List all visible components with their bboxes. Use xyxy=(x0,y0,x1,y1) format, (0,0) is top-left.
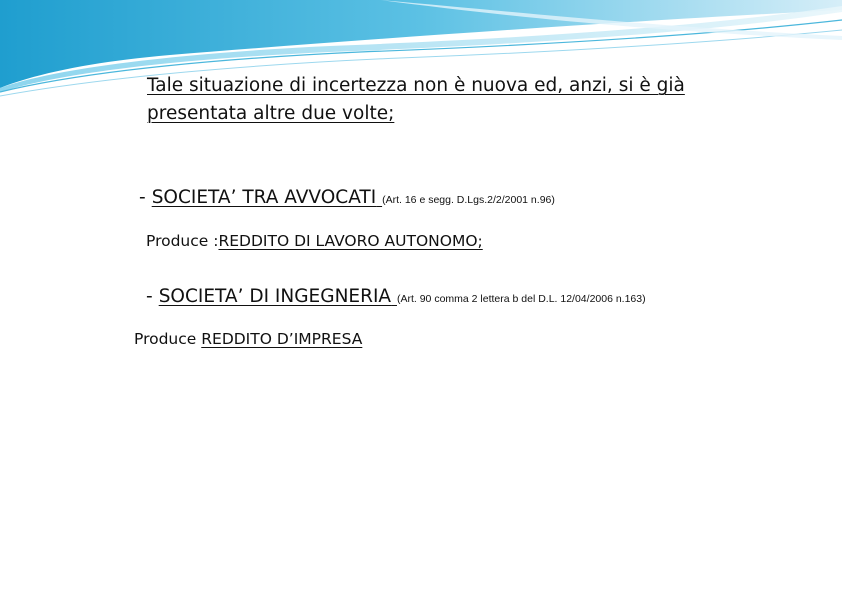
item2-reference: (Art. 90 comma 2 lettera b del D.L. 12/04/2006 n.163) xyxy=(396,293,646,305)
item2-result-prefix: Produce xyxy=(134,330,197,348)
item1-dash: - xyxy=(139,187,146,208)
item-societa-ingegneria xyxy=(146,286,646,307)
item-societa-avvocati xyxy=(139,187,555,208)
intro-line-a: Tale situazione di incertezza non è nuova ed, anzi, si è già xyxy=(147,75,685,96)
item2-dash: - xyxy=(146,286,153,307)
intro-line-b: presentata altre due volte; xyxy=(147,103,395,124)
intro-paragraph xyxy=(147,72,727,128)
item1-result-value: REDDITO DI LAVORO AUTONOMO; xyxy=(218,232,483,250)
item1-title: SOCIETA’ TRA AVVOCATI xyxy=(151,187,377,208)
item1-result xyxy=(146,232,483,250)
item2-title: SOCIETA’ DI INGEGNERIA xyxy=(158,286,392,307)
item1-reference: (Art. 16 e segg. D.Lgs.2/2/2001 n.96) xyxy=(382,194,555,206)
item2-result xyxy=(134,330,362,348)
item2-result-value: REDDITO D’IMPRESA xyxy=(201,330,363,348)
item1-result-prefix: Produce : xyxy=(146,232,219,250)
